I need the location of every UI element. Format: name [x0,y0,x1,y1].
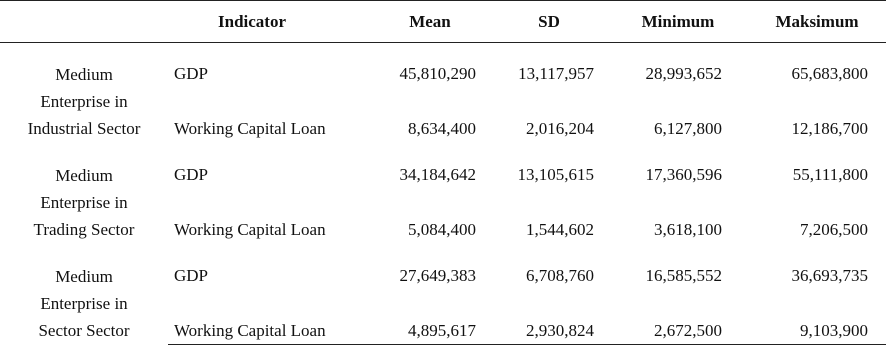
max-cell: 12,186,700 [791,119,868,138]
group-label-line: Medium [55,267,113,286]
max-cell: 65,683,800 [791,64,868,83]
max-cell: 36,693,735 [791,266,868,285]
header-indicator: Indicator [168,1,370,43]
header-row [0,1,886,43]
header-group [0,1,168,43]
group-label-sector [0,263,168,344]
group-label-line: Trading Sector [33,220,135,239]
table-row [0,162,886,205]
min-cell: 17,360,596 [645,165,722,184]
group-label-line: Medium [55,166,113,185]
min-cell: 3,618,100 [654,220,722,239]
group-label-line: Enterprise in [40,294,128,313]
group-label-line: Enterprise in [40,92,128,111]
sd-cell: 6,708,760 [526,266,594,285]
max-cell: 55,111,800 [792,165,868,184]
mean-cell: 27,649,383 [399,266,476,285]
min-cell: 16,585,552 [645,266,722,285]
spacer [0,243,886,263]
table-body [0,43,886,345]
group-label-industrial [0,61,168,142]
mean-cell: 5,084,400 [408,220,476,239]
mean-cell: 34,184,642 [399,165,476,184]
indicator-cell: Working Capital Loan [174,220,326,239]
header-maksimum: Maksimum [748,1,886,43]
header-minimum: Minimum [608,1,748,43]
min-cell: 28,993,652 [645,64,722,83]
table-row [0,61,886,104]
min-cell: 6,127,800 [654,119,722,138]
sd-cell: 13,117,957 [518,64,594,83]
group-label-line: Enterprise in [40,193,128,212]
indicator-cell: GDP [174,266,209,285]
mean-cell: 4,895,617 [370,306,490,344]
indicator-cell: GDP [174,64,209,83]
group-label-line: Sector Sector [38,321,130,340]
max-cell: 7,206,500 [800,220,868,239]
min-cell: 2,672,500 [608,306,748,344]
mean-cell: 45,810,290 [399,64,476,83]
indicator-cell: GDP [174,165,209,184]
group-label-trading [0,162,168,243]
spacer [0,142,886,162]
sd-cell: 2,930,824 [490,306,608,344]
header-mean: Mean [370,1,490,43]
table-header [0,1,886,43]
sd-cell: 1,544,602 [526,220,594,239]
group-label-line: Medium [55,65,113,84]
sd-cell: 2,016,204 [526,119,594,138]
mean-cell: 8,634,400 [408,119,476,138]
table-row [0,263,886,306]
max-cell: 9,103,900 [748,306,886,344]
group-label-line: Industrial Sector [27,119,141,138]
indicator-cell: Working Capital Loan [174,119,326,138]
sd-cell: 13,105,615 [517,165,594,184]
spacer [0,43,886,62]
indicator-cell: Working Capital Loan [168,306,370,344]
header-sd: SD [490,1,608,43]
